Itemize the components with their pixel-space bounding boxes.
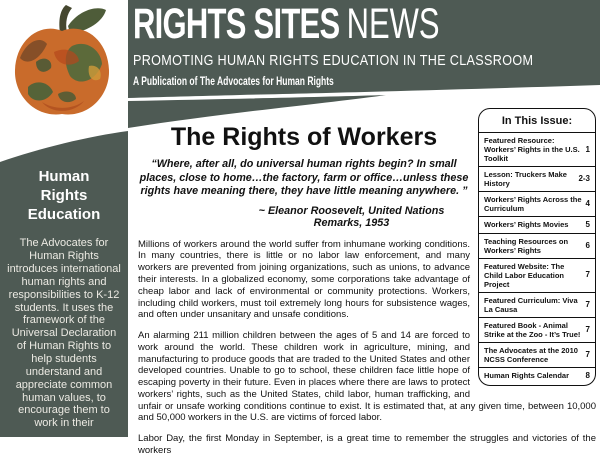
article-paragraph: Labor Day, the first Monday in September, is a great time to remember the struggles and victories of the workers xyxy=(138,433,596,456)
apple-globe-logo-icon xyxy=(6,2,118,124)
toc-item xyxy=(479,192,595,217)
toc-item-page: 6 xyxy=(585,240,590,250)
toc-item xyxy=(479,343,595,368)
pull-quote: “Where, after all, do universal human rights begin? In small places, close to home…the factory, farm or office…unless these rights have meaning there, they have little meaning anywhere. ” xyxy=(139,158,469,198)
newsletter-tagline: A Publication of The Advocates for Human Rights xyxy=(133,75,334,88)
toc-item-page: 7 xyxy=(585,324,590,334)
toc-item xyxy=(479,293,595,318)
toc-item-label: Featured Book - Animal Strike at the Zoo - It’s True! xyxy=(484,320,581,339)
newsletter-title-light: NEWS xyxy=(346,0,440,48)
toc-item xyxy=(479,368,595,384)
toc-item-page: 2-3 xyxy=(578,174,590,184)
toc-item-label: Featured Website: The Child Labor Education Project xyxy=(484,261,565,289)
sidebar-panel xyxy=(0,168,128,430)
toc-item-page: 7 xyxy=(585,270,590,280)
newsletter-header xyxy=(133,0,600,88)
quote-attribution: ~ Eleanor Roosevelt, United Nations Remarks, 1953 xyxy=(258,204,445,229)
toc-item-label: The Advocates at the 2010 NCSS Conference xyxy=(484,345,578,364)
toc-item-page: 8 xyxy=(585,370,590,380)
toc-item-page: 5 xyxy=(585,220,590,229)
article-paragraph: Millions of workers around the world suffer from inhumane working conditions. In many countries, there is little or no labor law enforcement, and many workers are prevented from joining organizations, such as unions, to advance their interests. In a globalized economy, some corporations take advantage of cheap labor and lack of environmental or community protections. Workers, including child workers, must toil extremely long hours for subsistence wages, and often under unsanitary and unsafe conditions. xyxy=(138,238,470,321)
toc-item xyxy=(479,318,595,343)
toc-item-label: Workers’ Rights Across the Curriculum xyxy=(484,195,582,213)
sidebar-heading: Human Rights Education xyxy=(27,168,101,223)
toc-item-label: Featured Curriculum: Viva La Causa xyxy=(484,295,578,314)
toc-box xyxy=(478,108,596,386)
sidebar-description: The Advocates for Human Rights introduces international human rights and responsibilities to K-12 students. It uses the framework of the Universal Declaration of Human Rights to help students understand and appreciate common human values, to encourage them to work in their xyxy=(7,237,121,430)
toc-item-label: Workers’ Rights Movies xyxy=(484,220,569,230)
article-title: The Rights of Workers xyxy=(170,123,438,151)
toc-item xyxy=(479,133,595,167)
toc-item-label: Featured Resource: Workers’ Rights in the U.S. Toolkit xyxy=(484,136,580,163)
toc-item-page: 4 xyxy=(585,199,590,209)
main-article xyxy=(138,106,596,466)
toc-item xyxy=(479,234,595,259)
toc-title: In This Issue: xyxy=(479,109,595,133)
newsletter-title-strong: RIGHTS SITES xyxy=(133,0,340,48)
toc-item-page: 7 xyxy=(585,299,590,309)
newsletter-title xyxy=(133,0,476,48)
toc-item-page: 7 xyxy=(585,349,590,359)
toc-item-label: Teaching Resources on Workers’ Rights xyxy=(484,236,569,255)
toc-item-label: Human Rights Calendar xyxy=(484,370,570,380)
toc-item-label: Lesson: Truckers Make History xyxy=(484,170,567,188)
article-paragraph: An alarming 211 million children between the ages of 5 and 14 are forced to work around the world. These children work in agriculture, mining, and manufacturing to produce goods that are traded to the United States and other developed countries. Unable to go to school, these children face little hope of escaping poverty in their future. Even in places where there are laws to protect workers’ rights, such as the United States, child labor, human trafficking, and unfair or unsafe working conditions continue to exist. It is estimated that, at any given time, between 10,000 and 50,000 workers in the U.S. are victims of forced labor. xyxy=(138,330,596,424)
toc-item-page: 1 xyxy=(585,144,590,154)
toc-item xyxy=(479,217,595,234)
toc-item xyxy=(479,167,595,192)
newsletter-subtitle: PROMOTING HUMAN RIGHTS EDUCATION IN THE CLASSROOM xyxy=(133,51,534,69)
toc-item xyxy=(479,259,595,293)
